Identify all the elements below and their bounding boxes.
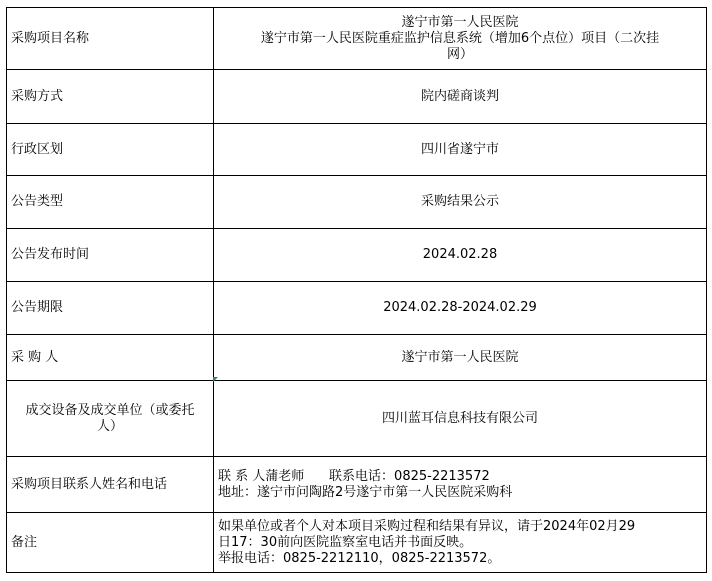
row-label-project-name: 采购项目名称 xyxy=(7,8,214,70)
row-value-notice-period: 2024.02.28-2024.02.29 xyxy=(214,282,707,335)
row-value-winning-supplier: 四川蓝耳信息科技有限公司 xyxy=(214,381,707,457)
remarks-line-1: 如果单位或者个人对本项目采购过程和结果有异议，请于2024年02月29 xyxy=(218,518,636,534)
row-label-contact: 采购项目联系人姓名和电话 xyxy=(7,457,214,513)
row-value-procurement-method: 院内磋商谈判 xyxy=(214,70,707,124)
row-label-remarks: 备注 xyxy=(7,513,214,573)
row-label-notice-period: 公告期限 xyxy=(7,282,214,335)
row-value-project-name xyxy=(214,8,707,70)
table-row xyxy=(7,335,707,381)
row-value-publish-time: 2024.02.28 xyxy=(214,229,707,282)
row-value-remarks xyxy=(214,513,707,573)
table-row xyxy=(7,457,707,513)
project-title-cont-line: 网） xyxy=(446,46,473,62)
procurement-info-table xyxy=(6,7,707,573)
row-value-notice-type: 采购结果公示 xyxy=(214,176,707,229)
project-title-line: 遂宁市第一人民医院重症监护信息系统（增加6个点位）项目（二次挂 xyxy=(260,30,660,46)
table-row xyxy=(7,124,707,176)
row-label-purchaser: 采 购 人 xyxy=(7,335,214,381)
row-label-notice-type: 公告类型 xyxy=(7,176,214,229)
table-row xyxy=(7,8,707,70)
row-label-region: 行政区划 xyxy=(7,124,214,176)
project-hospital-line: 遂宁市第一人民医院 xyxy=(401,14,519,30)
row-value-region: 四川省遂宁市 xyxy=(214,124,707,176)
contact-person-line: 联 系 人蒲老师 联系电话：0825-2213572 xyxy=(218,468,490,484)
table-row xyxy=(7,513,707,573)
row-label-winning-supplier xyxy=(7,381,214,457)
winning-label-line-1: 成交设备及成交单位（或委托 xyxy=(25,402,195,418)
contact-address-line: 地址：遂宁市问陶路2号遂宁市第一人民医院采购科 xyxy=(218,484,513,500)
table-row xyxy=(7,229,707,282)
remarks-line-3: 举报电话：0825-2212110，0825-2213572。 xyxy=(218,550,501,566)
row-value-purchaser: 遂宁市第一人民医院 xyxy=(214,335,707,381)
cell-comment-marker xyxy=(213,377,218,382)
table-row xyxy=(7,282,707,335)
row-label-procurement-method: 采购方式 xyxy=(7,70,214,124)
table-row xyxy=(7,70,707,124)
remarks-line-2: 日17：30前向医院监察室电话并书面反映。 xyxy=(218,534,473,550)
row-label-publish-time: 公告发布时间 xyxy=(7,229,214,282)
table-row xyxy=(7,381,707,457)
table-row xyxy=(7,176,707,229)
winning-label-line-2: 人） xyxy=(96,418,123,434)
row-value-contact xyxy=(214,457,707,513)
